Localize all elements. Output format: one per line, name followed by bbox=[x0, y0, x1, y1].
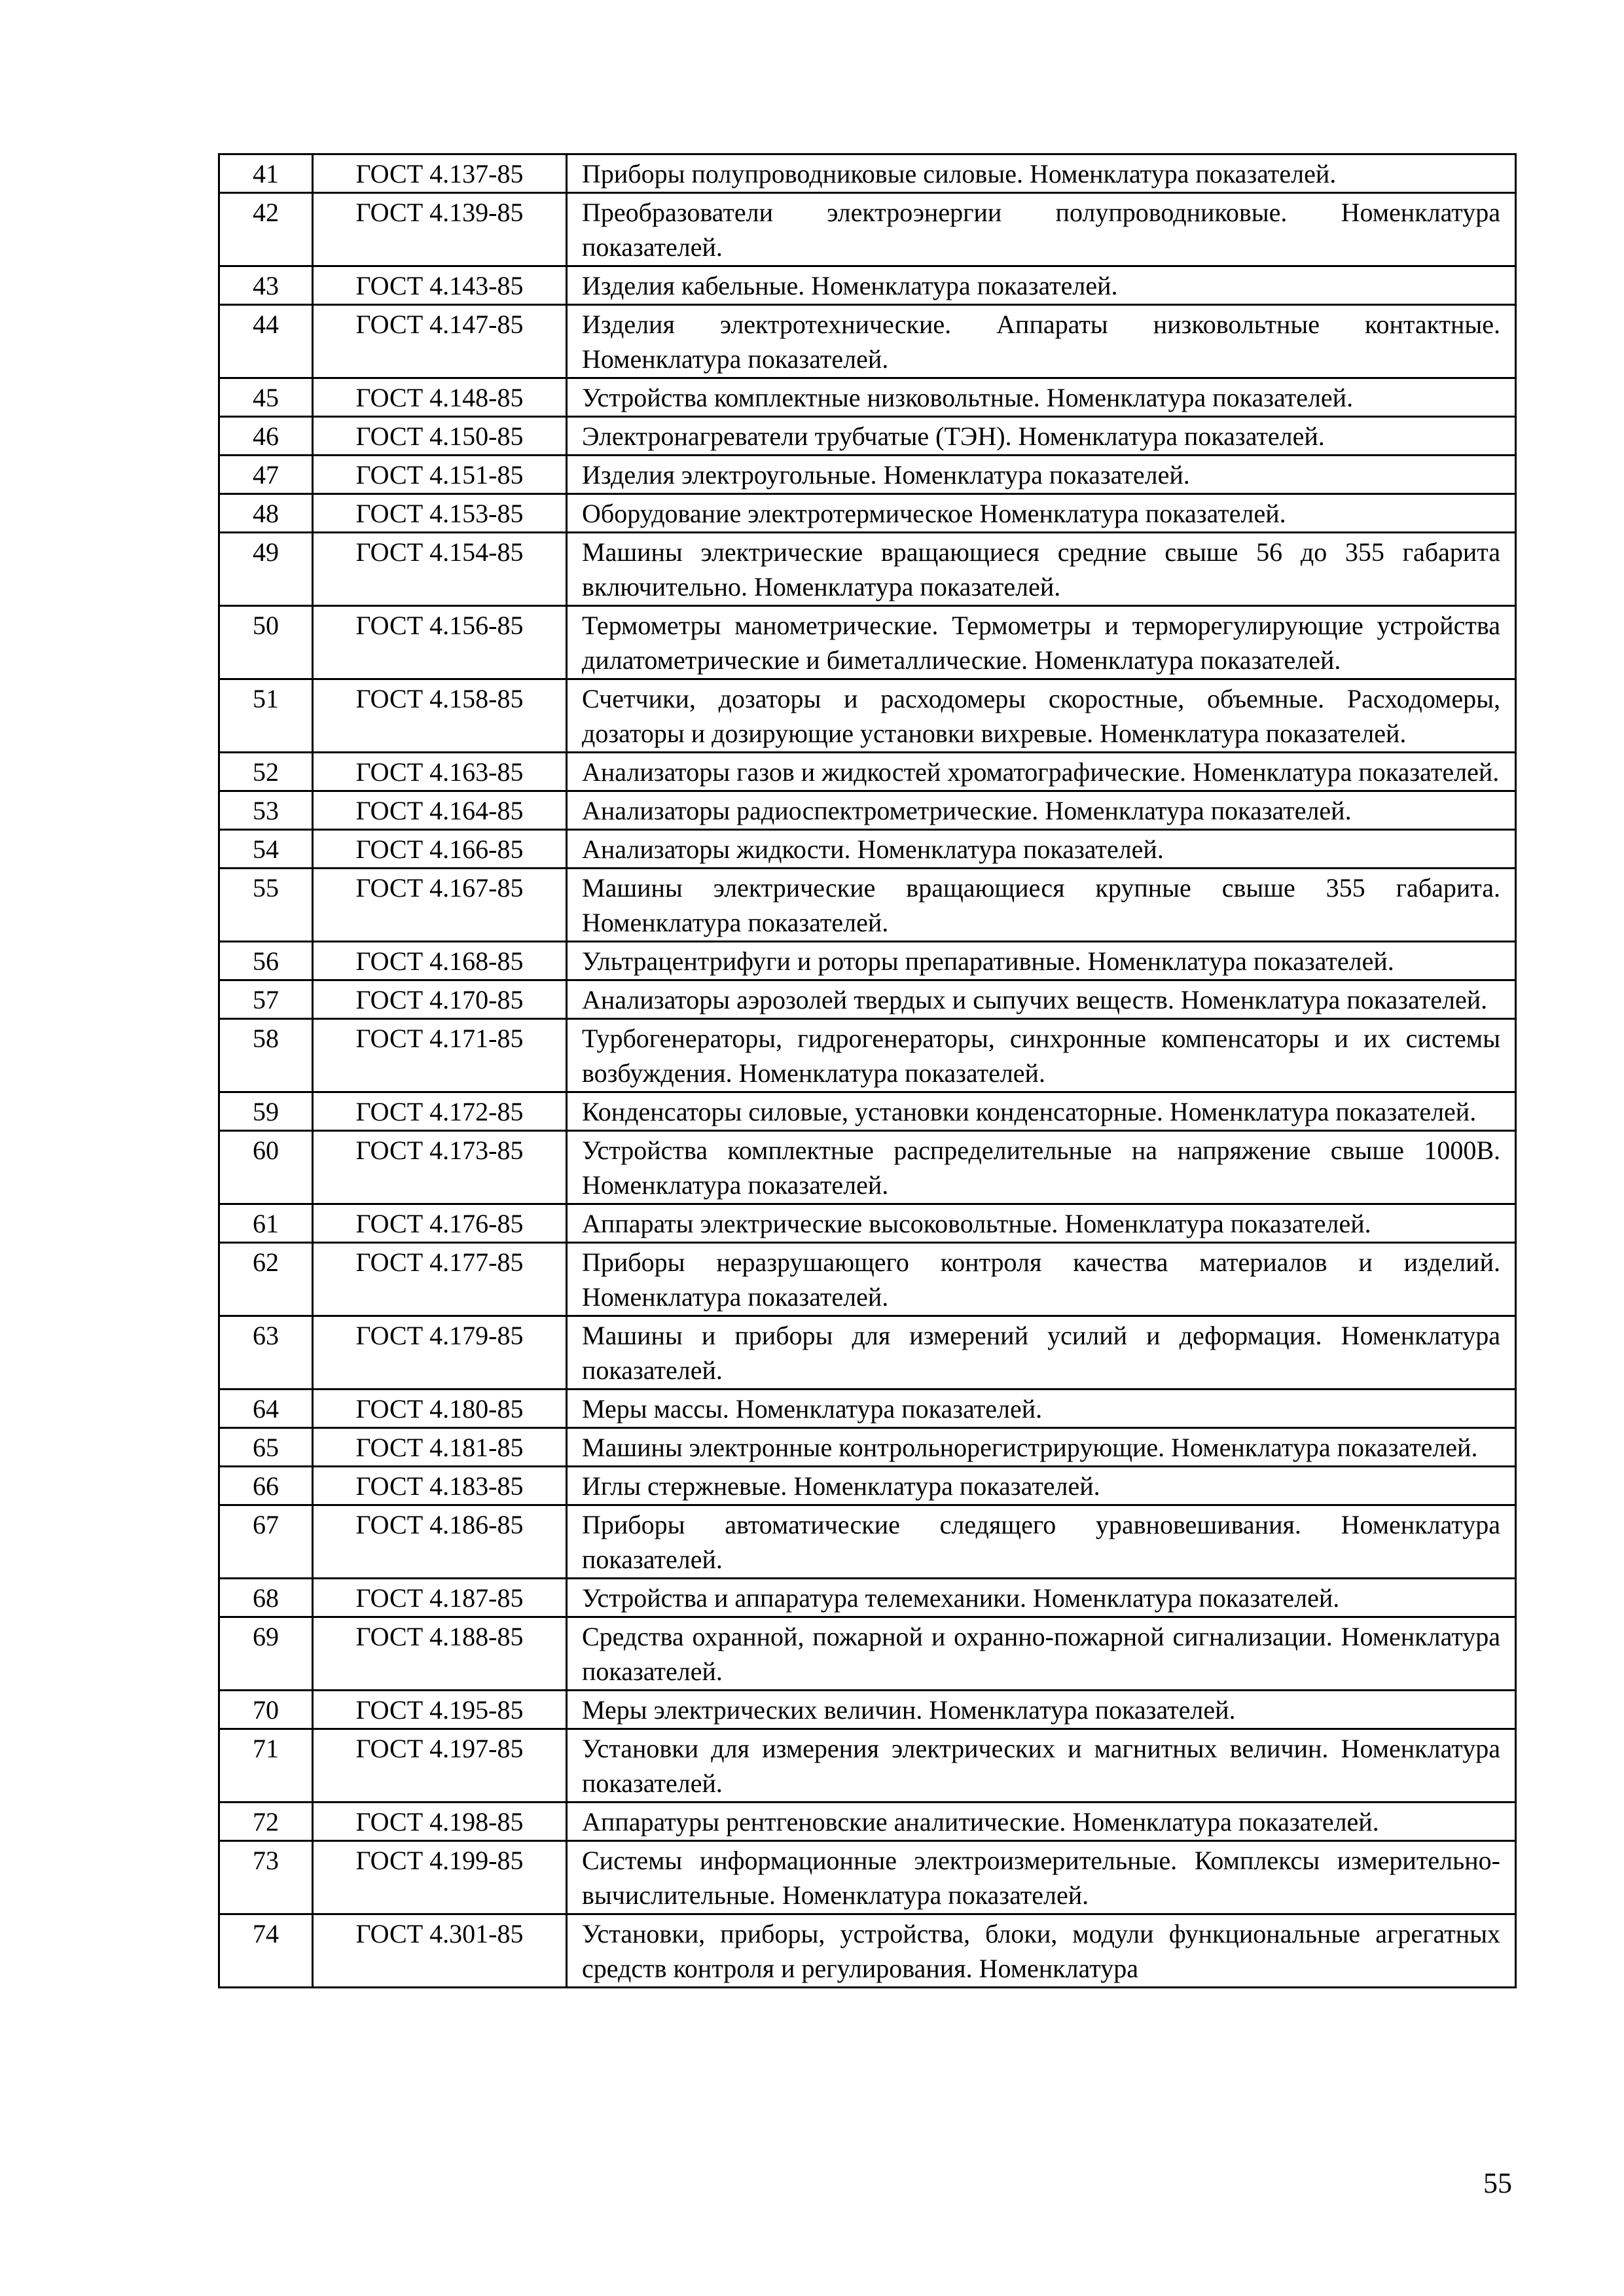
standard-title-cell: Устройства и аппаратура телемеханики. Номенклатура показателей. bbox=[567, 1579, 1516, 1617]
standard-title-cell: Установки для измерения электрических и магнитных величин. Номенклатура показателей. bbox=[567, 1729, 1516, 1803]
table-row bbox=[219, 1390, 1516, 1428]
row-number-cell: 54 bbox=[219, 830, 313, 869]
standard-title-cell: Изделия кабельные. Номенклатура показателей. bbox=[567, 266, 1516, 305]
standard-code-cell: ГОСТ 4.168-85 bbox=[313, 942, 567, 980]
standard-code-cell: ГОСТ 4.301-85 bbox=[313, 1914, 567, 1988]
standard-code-cell: ГОСТ 4.181-85 bbox=[313, 1428, 567, 1467]
standard-title-cell: Машины электрические вращающиеся крупные свыше 355 габарита. Номенклатура показателей. bbox=[567, 869, 1516, 942]
standard-title-cell: Приборы автоматические следящего уравновешивания. Номенклатура показателей. bbox=[567, 1505, 1516, 1579]
table-row bbox=[219, 869, 1516, 942]
row-number-cell: 47 bbox=[219, 456, 313, 494]
standard-title-cell: Оборудование электротермическое Номенклатура показателей. bbox=[567, 494, 1516, 533]
standard-code-cell: ГОСТ 4.156-85 bbox=[313, 606, 567, 679]
row-number-cell: 50 bbox=[219, 606, 313, 679]
standard-title-cell: Меры массы. Номенклатура показателей. bbox=[567, 1390, 1516, 1428]
table-row bbox=[219, 193, 1516, 266]
table-row bbox=[219, 378, 1516, 417]
standard-title-cell: Аппаратуры рентгеновские аналитические. Номенклатура показателей. bbox=[567, 1803, 1516, 1841]
table-row bbox=[219, 266, 1516, 305]
standard-title-cell: Меры электрических величин. Номенклатура показателей. bbox=[567, 1691, 1516, 1729]
standard-code-cell: ГОСТ 4.197-85 bbox=[313, 1729, 567, 1803]
standard-title-cell: Конденсаторы силовые, установки конденсаторные. Номенклатура показателей. bbox=[567, 1092, 1516, 1131]
standard-code-cell: ГОСТ 4.171-85 bbox=[313, 1019, 567, 1092]
table-row bbox=[219, 1579, 1516, 1617]
standard-code-cell: ГОСТ 4.153-85 bbox=[313, 494, 567, 533]
table-row bbox=[219, 1204, 1516, 1243]
table-row bbox=[219, 1617, 1516, 1691]
standard-code-cell: ГОСТ 4.154-85 bbox=[313, 533, 567, 606]
table-row bbox=[219, 154, 1516, 193]
row-number-cell: 59 bbox=[219, 1092, 313, 1131]
standard-title-cell: Анализаторы газов и жидкостей хроматографические. Номенклатура показателей. bbox=[567, 753, 1516, 791]
row-number-cell: 64 bbox=[219, 1390, 313, 1428]
row-number-cell: 57 bbox=[219, 980, 313, 1019]
table-row bbox=[219, 494, 1516, 533]
standard-title-cell: Машины электрические вращающиеся средние свыше 56 до 355 габарита включительно. Номенклатура показателей. bbox=[567, 533, 1516, 606]
standard-title-cell: Устройства комплектные низковольтные. Номенклатура показателей. bbox=[567, 378, 1516, 417]
standard-code-cell: ГОСТ 4.177-85 bbox=[313, 1243, 567, 1316]
row-number-cell: 62 bbox=[219, 1243, 313, 1316]
row-number-cell: 60 bbox=[219, 1131, 313, 1204]
row-number-cell: 52 bbox=[219, 753, 313, 791]
row-number-cell: 74 bbox=[219, 1914, 313, 1988]
standard-title-cell: Изделия электротехнические. Аппараты низковольтные контактные. Номенклатура показателей. bbox=[567, 305, 1516, 378]
table-row bbox=[219, 1316, 1516, 1390]
row-number-cell: 69 bbox=[219, 1617, 313, 1691]
standard-code-cell: ГОСТ 4.163-85 bbox=[313, 753, 567, 791]
standard-title-cell: Счетчики, дозаторы и расходомеры скоростные, объемные. Расходомеры, дозаторы и дозирующие установки вихревые. Номенклатура показателей. bbox=[567, 679, 1516, 753]
table-row bbox=[219, 980, 1516, 1019]
standard-code-cell: ГОСТ 4.195-85 bbox=[313, 1691, 567, 1729]
standards-table bbox=[218, 153, 1517, 1988]
row-number-cell: 51 bbox=[219, 679, 313, 753]
standard-title-cell: Анализаторы радиоспектрометрические. Номенклатура показателей. bbox=[567, 791, 1516, 830]
table-row bbox=[219, 1131, 1516, 1204]
row-number-cell: 48 bbox=[219, 494, 313, 533]
standard-code-cell: ГОСТ 4.147-85 bbox=[313, 305, 567, 378]
row-number-cell: 53 bbox=[219, 791, 313, 830]
standard-code-cell: ГОСТ 4.150-85 bbox=[313, 417, 567, 456]
standard-code-cell: ГОСТ 4.151-85 bbox=[313, 456, 567, 494]
row-number-cell: 56 bbox=[219, 942, 313, 980]
row-number-cell: 70 bbox=[219, 1691, 313, 1729]
standard-code-cell: ГОСТ 4.170-85 bbox=[313, 980, 567, 1019]
standard-code-cell: ГОСТ 4.164-85 bbox=[313, 791, 567, 830]
table-row bbox=[219, 1505, 1516, 1579]
row-number-cell: 66 bbox=[219, 1467, 313, 1505]
row-number-cell: 43 bbox=[219, 266, 313, 305]
row-number-cell: 73 bbox=[219, 1841, 313, 1914]
table-row bbox=[219, 606, 1516, 679]
row-number-cell: 44 bbox=[219, 305, 313, 378]
standard-code-cell: ГОСТ 4.172-85 bbox=[313, 1092, 567, 1131]
standard-title-cell: Изделия электроугольные. Номенклатура показателей. bbox=[567, 456, 1516, 494]
standard-title-cell: Термометры манометрические. Термометры и терморегулирующие устройства дилатометрические и биметаллические. Номенклатура показателей. bbox=[567, 606, 1516, 679]
standard-title-cell: Средства охранной, пожарной и охранно-пожарной сигнализации. Номенклатура показателей. bbox=[567, 1617, 1516, 1691]
row-number-cell: 65 bbox=[219, 1428, 313, 1467]
table-row bbox=[219, 1092, 1516, 1131]
table-row bbox=[219, 1841, 1516, 1914]
standard-title-cell: Системы информационные электроизмерительные. Комплексы измерительно-вычислительные. Номенклатура показателей. bbox=[567, 1841, 1516, 1914]
table-row bbox=[219, 1691, 1516, 1729]
page-number: 55 bbox=[1483, 2167, 1512, 2199]
row-number-cell: 46 bbox=[219, 417, 313, 456]
standard-code-cell: ГОСТ 4.158-85 bbox=[313, 679, 567, 753]
row-number-cell: 49 bbox=[219, 533, 313, 606]
standard-code-cell: ГОСТ 4.180-85 bbox=[313, 1390, 567, 1428]
table-row bbox=[219, 1243, 1516, 1316]
standard-title-cell: Аппараты электрические высоковольтные. Номенклатура показателей. bbox=[567, 1204, 1516, 1243]
standard-code-cell: ГОСТ 4.167-85 bbox=[313, 869, 567, 942]
row-number-cell: 68 bbox=[219, 1579, 313, 1617]
standard-code-cell: ГОСТ 4.176-85 bbox=[313, 1204, 567, 1243]
table-row bbox=[219, 1914, 1516, 1988]
table-row bbox=[219, 942, 1516, 980]
standard-title-cell: Установки, приборы, устройства, блоки, модули функциональные агрегатных средств контроля и регулирования. Номенклатура bbox=[567, 1914, 1516, 1988]
row-number-cell: 71 bbox=[219, 1729, 313, 1803]
standard-code-cell: ГОСТ 4.148-85 bbox=[313, 378, 567, 417]
standard-code-cell: ГОСТ 4.173-85 bbox=[313, 1131, 567, 1204]
standard-title-cell: Устройства комплектные распределительные на напряжение свыше 1000В. Номенклатура показателей. bbox=[567, 1131, 1516, 1204]
standards-table-body bbox=[219, 154, 1516, 1988]
standard-title-cell: Анализаторы жидкости. Номенклатура показателей. bbox=[567, 830, 1516, 869]
standard-code-cell: ГОСТ 4.166-85 bbox=[313, 830, 567, 869]
standard-code-cell: ГОСТ 4.198-85 bbox=[313, 1803, 567, 1841]
standard-code-cell: ГОСТ 4.183-85 bbox=[313, 1467, 567, 1505]
standard-title-cell: Машины электронные контрольнорегистрирующие. Номенклатура показателей. bbox=[567, 1428, 1516, 1467]
table-row bbox=[219, 456, 1516, 494]
table-row bbox=[219, 533, 1516, 606]
row-number-cell: 58 bbox=[219, 1019, 313, 1092]
row-number-cell: 41 bbox=[219, 154, 313, 193]
table-row bbox=[219, 305, 1516, 378]
table-row bbox=[219, 1019, 1516, 1092]
table-row bbox=[219, 830, 1516, 869]
table-row bbox=[219, 679, 1516, 753]
standard-code-cell: ГОСТ 4.137-85 bbox=[313, 154, 567, 193]
table-row bbox=[219, 417, 1516, 456]
standard-title-cell: Иглы стержневые. Номенклатура показателей. bbox=[567, 1467, 1516, 1505]
standard-title-cell: Анализаторы аэрозолей твердых и сыпучих веществ. Номенклатура показателей. bbox=[567, 980, 1516, 1019]
row-number-cell: 45 bbox=[219, 378, 313, 417]
table-row bbox=[219, 1467, 1516, 1505]
table-row bbox=[219, 1428, 1516, 1467]
standard-code-cell: ГОСТ 4.139-85 bbox=[313, 193, 567, 266]
row-number-cell: 67 bbox=[219, 1505, 313, 1579]
row-number-cell: 42 bbox=[219, 193, 313, 266]
standard-code-cell: ГОСТ 4.199-85 bbox=[313, 1841, 567, 1914]
standard-code-cell: ГОСТ 4.186-85 bbox=[313, 1505, 567, 1579]
table-row bbox=[219, 753, 1516, 791]
table-row bbox=[219, 791, 1516, 830]
standard-code-cell: ГОСТ 4.179-85 bbox=[313, 1316, 567, 1390]
standard-code-cell: ГОСТ 4.143-85 bbox=[313, 266, 567, 305]
row-number-cell: 72 bbox=[219, 1803, 313, 1841]
standard-title-cell: Преобразователи электроэнергии полупроводниковые. Номенклатура показателей. bbox=[567, 193, 1516, 266]
row-number-cell: 55 bbox=[219, 869, 313, 942]
standard-title-cell: Турбогенераторы, гидрогенераторы, синхронные компенсаторы и их системы возбуждения. Номенклатура показателей. bbox=[567, 1019, 1516, 1092]
table-row bbox=[219, 1729, 1516, 1803]
standard-code-cell: ГОСТ 4.188-85 bbox=[313, 1617, 567, 1691]
row-number-cell: 63 bbox=[219, 1316, 313, 1390]
standard-title-cell: Машины и приборы для измерений усилий и деформация. Номенклатура показателей. bbox=[567, 1316, 1516, 1390]
standard-title-cell: Электронагреватели трубчатые (ТЭН). Номенклатура показателей. bbox=[567, 417, 1516, 456]
table-row bbox=[219, 1803, 1516, 1841]
standard-title-cell: Приборы полупроводниковые силовые. Номенклатура показателей. bbox=[567, 154, 1516, 193]
standard-code-cell: ГОСТ 4.187-85 bbox=[313, 1579, 567, 1617]
standard-title-cell: Приборы неразрушающего контроля качества материалов и изделий. Номенклатура показателей. bbox=[567, 1243, 1516, 1316]
standard-title-cell: Ультрацентрифуги и роторы препаративные. Номенклатура показателей. bbox=[567, 942, 1516, 980]
row-number-cell: 61 bbox=[219, 1204, 313, 1243]
